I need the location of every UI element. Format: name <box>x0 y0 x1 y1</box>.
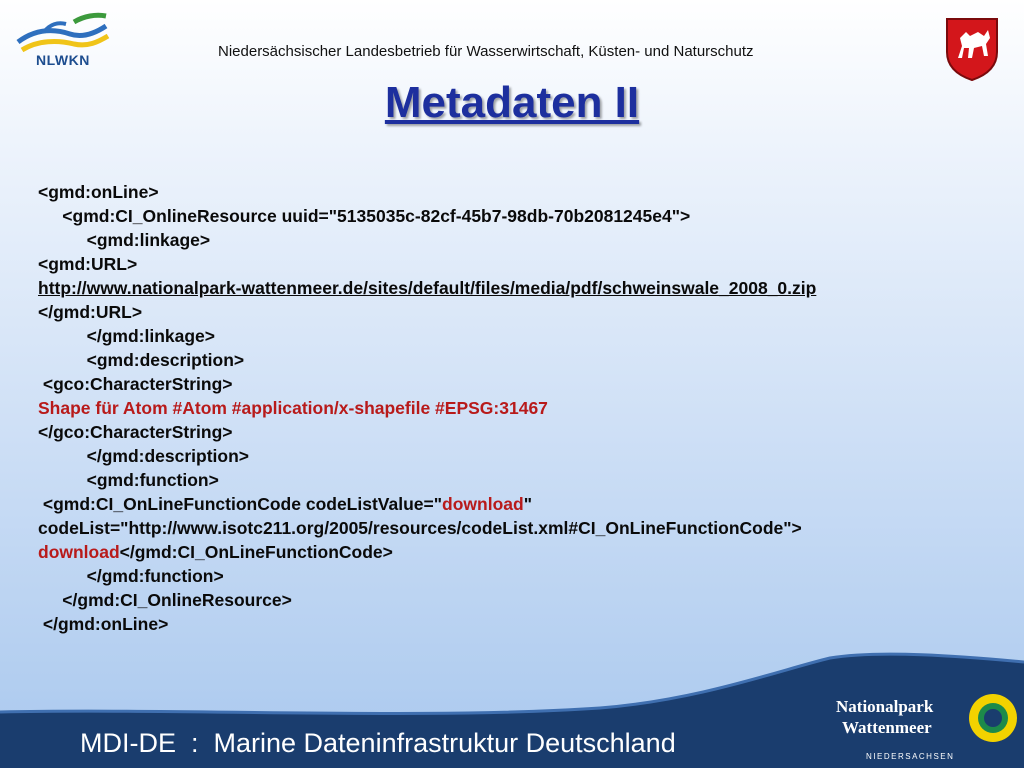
code-fragment: <gmd:CI_OnLineFunctionCode codeListValue=" <box>38 494 443 514</box>
code-line: codeList="http://www.isotc211.org/2005/resources/codeList.xml#CI_OnLineFunctionCode"> <box>38 518 802 538</box>
code-line: </gmd:linkage> <box>38 326 215 346</box>
code-line-highlight: Shape für Atom #Atom #application/x-shapefile #EPSG:31467 <box>38 398 548 418</box>
nlwkn-logo <box>14 12 114 72</box>
code-line: <gmd:linkage> <box>38 230 211 250</box>
code-line <box>38 540 998 564</box>
code-line: <gco:CharacterString> <box>38 374 233 394</box>
code-fragment-highlight: download <box>38 542 120 562</box>
code-line: <gmd:onLine> <box>38 182 159 202</box>
page-title: Metadaten II <box>384 78 640 127</box>
code-line: <gmd:URL> <box>38 254 138 274</box>
code-fragment: </gmd:CI_OnLineFunctionCode> <box>119 542 393 562</box>
lower-saxony-crest-icon <box>944 16 1000 82</box>
code-line: </gmd:URL> <box>38 302 143 322</box>
code-line: <gmd:function> <box>38 470 219 490</box>
code-fragment: " <box>523 494 533 514</box>
code-line: <gmd:description> <box>38 350 245 370</box>
xml-code-block <box>38 180 998 636</box>
url-link[interactable]: http://www.nationalpark-wattenmeer.de/sites/default/files/media/pdf/schweinswale_2008_0.zip <box>38 278 817 298</box>
nlwkn-wave-icon <box>14 12 114 56</box>
code-line: </gmd:description> <box>38 446 250 466</box>
organization-name: Niedersächsischer Landesbetrieb für Wasserwirtschaft, Küsten- und Naturschutz <box>218 43 754 60</box>
nlwkn-logo-text: NLWKN <box>36 52 90 68</box>
np-logo-line3: NIEDERSACHSEN <box>866 752 955 761</box>
code-line: </gmd:function> <box>38 566 224 586</box>
code-line: </gmd:onLine> <box>38 614 169 634</box>
code-fragment-highlight: download <box>442 494 524 514</box>
code-line: </gco:CharacterString> <box>38 422 233 442</box>
footer-title: MDI-DE : Marine Dateninfrastruktur Deutschland <box>80 728 676 758</box>
code-line <box>38 276 998 300</box>
np-logo-line2: Wattenmeer <box>842 718 932 737</box>
np-logo-line1: Nationalpark <box>836 697 934 716</box>
code-line: <gmd:CI_OnlineResource uuid="5135035c-82cf-45b7-98db-70b2081245e4"> <box>38 206 691 226</box>
code-line <box>38 492 998 516</box>
code-line: </gmd:CI_OnlineResource> <box>38 590 292 610</box>
